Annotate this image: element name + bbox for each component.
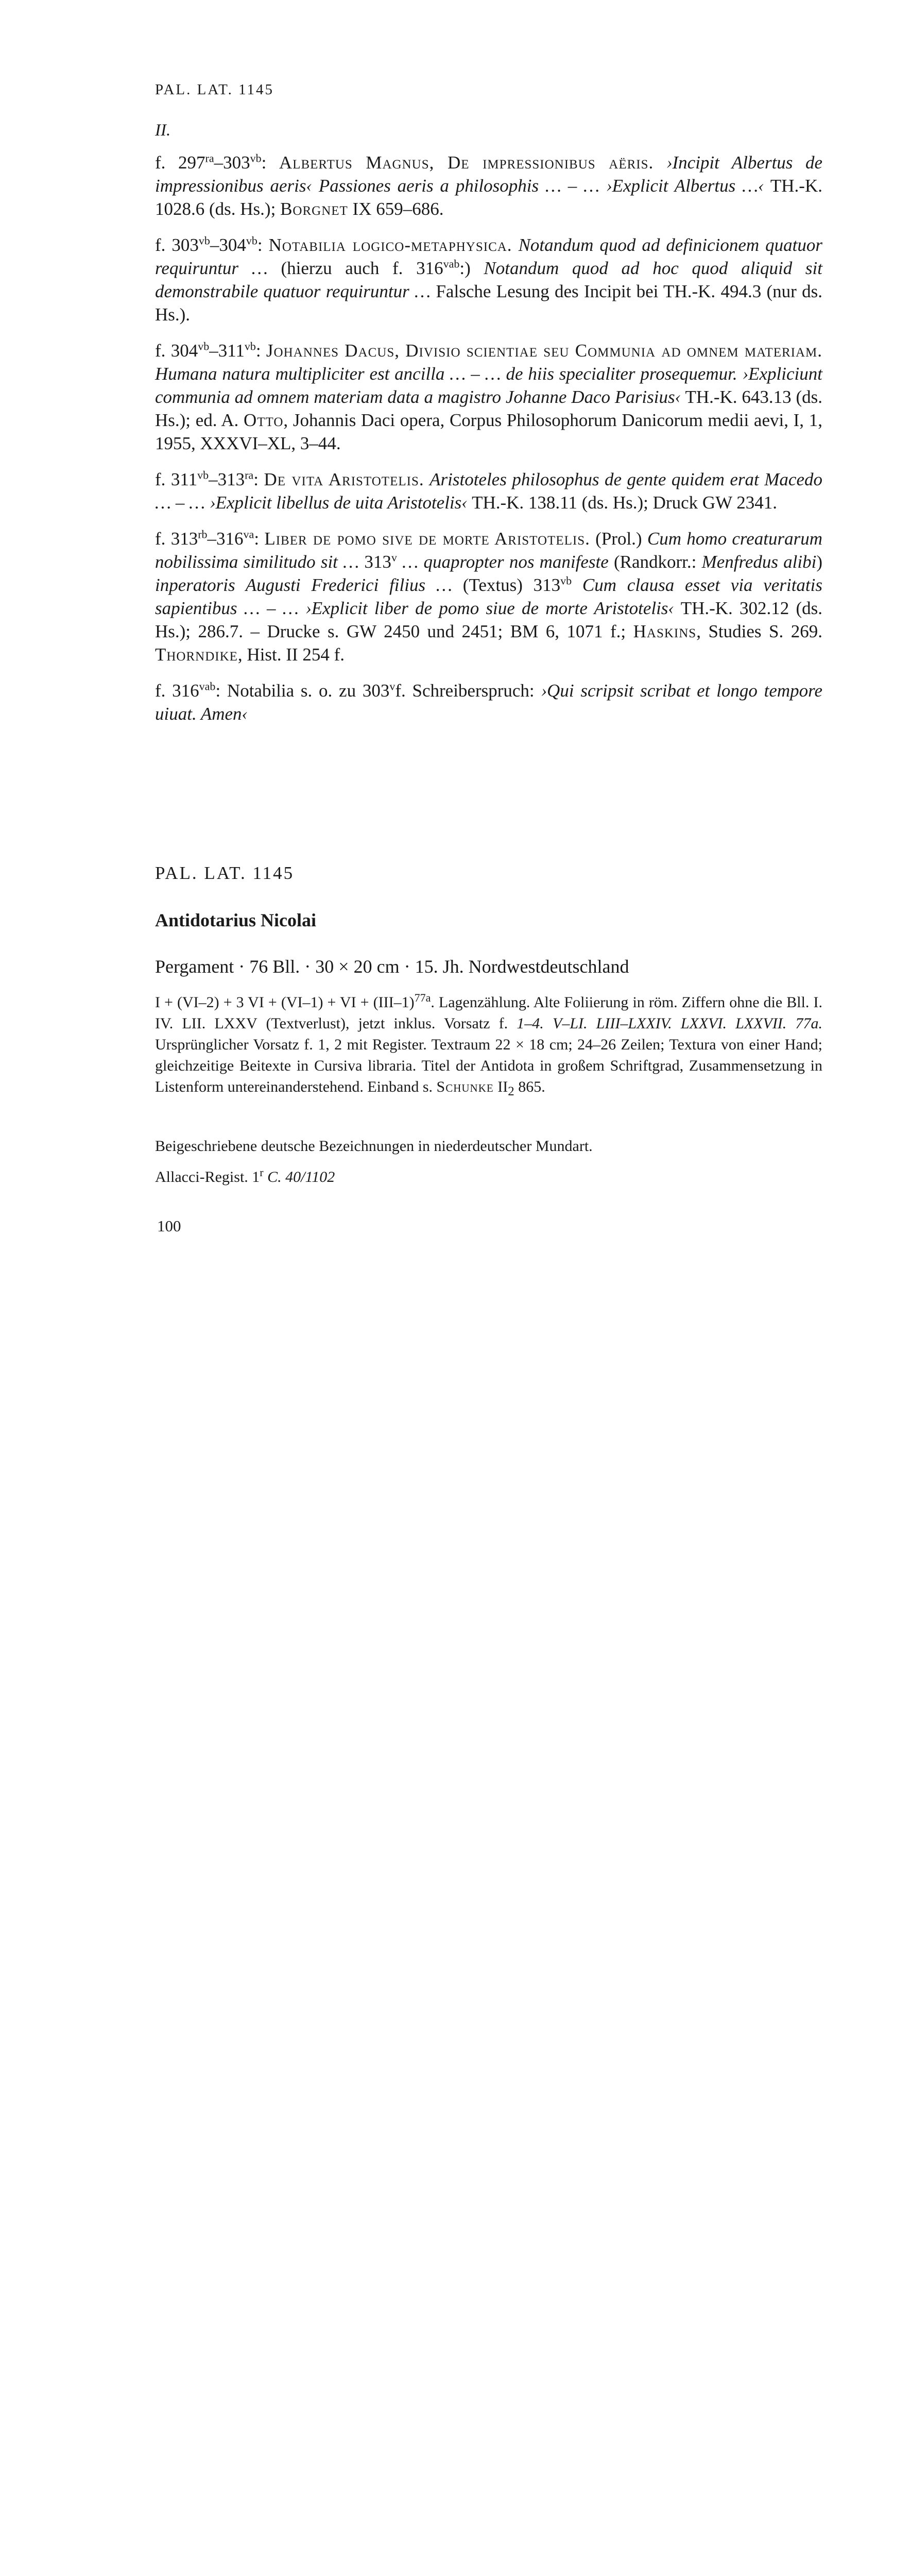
text-run: (Randkorr.:	[608, 552, 702, 572]
text-run: f. Schreiberspruch:	[395, 681, 541, 701]
small-caps-text: Johannes Dacus, Divisio scientiae seu Communia ad omnem materiam.	[266, 341, 822, 361]
folio-superscript: 77a	[414, 991, 431, 1004]
text-run: I + (VI–2) + 3 VI + (VI–1) + VI + (III–1)	[155, 994, 415, 1011]
text-run: . Lagenzählung. Alte Foliierung in röm. Ziffern ohne die Bll. I. IV. LII. LXXV (Textverlust), jetzt inklus. Vorsatz f.	[155, 994, 822, 1032]
text-run	[397, 552, 402, 572]
text-run: , Studies S. 269.	[696, 621, 822, 641]
text-run: f. 311	[155, 469, 198, 489]
italic-text: Menfredus alibi	[701, 552, 817, 572]
italic-text: … quapropter nos manifeste	[402, 552, 609, 572]
catalog-entry	[155, 151, 822, 221]
text-run: f. 316	[155, 681, 199, 701]
text-run	[424, 469, 430, 489]
text-run: Ursprünglicher Vorsatz f. 1, 2 mit Register. Textraum 22 × 18 cm; 24–26 Zeilen; Textura von einer Hand; gleichzeitige Beitexte in Cursiva libraria. Titel der Antidota in großem Schriftgrad, Zusammensetzung in Listenform untereinanderstehend. Einband s.	[155, 1036, 822, 1095]
text-run	[512, 235, 519, 255]
dialect-note: Beigeschriebene deutsche Bezeichnungen in niederdeutscher Mundart.	[155, 1138, 593, 1155]
text-run: –316	[207, 529, 244, 549]
text-run: f. 303	[155, 235, 199, 255]
text-run: –311	[209, 341, 245, 361]
italic-text: Cum homo creaturarum nobilissima similitudo sit …	[155, 529, 823, 572]
small-caps-text: Haskins	[633, 621, 697, 641]
catalog-entry	[155, 233, 822, 326]
italic-text: ›Incipit Albertus de impressionibus aeris‹ Passiones aeris a philosophis … – … ›Explicit Albertus …‹	[155, 152, 823, 196]
italic-text: Notandum quod ad hoc quod aliquid sit demonstrabile quatuor requiruntur …	[155, 258, 822, 301]
text-run: f. 297	[155, 152, 205, 173]
catalog-entry	[155, 679, 822, 725]
manuscript-title: Antidotarius Nicolai	[155, 910, 317, 930]
text-run: :	[261, 152, 279, 173]
text-run: Falsche Lesung des Incipit bei TH.-K. 494.3 (nur ds. Hs.).	[155, 281, 822, 325]
folio-superscript: vb	[244, 340, 256, 353]
folio-superscript: vb	[197, 468, 209, 482]
text-run: TH.-K. 643.13 (ds. Hs.); ed. A.	[155, 387, 823, 430]
text-run: : Notabilia s. o. zu 303	[215, 681, 390, 701]
text-run: :	[253, 469, 264, 489]
folio-superscript: vb	[250, 151, 262, 165]
text-run: (Prol.)	[590, 529, 647, 549]
text-run: :	[257, 235, 269, 255]
folio-superscript: vb	[246, 234, 257, 247]
text-run: :	[255, 341, 266, 361]
small-caps-text: Albertus Magnus, De impressionibus aëris.	[279, 152, 654, 173]
codicological-description	[155, 992, 822, 1102]
text-run	[572, 575, 582, 595]
folio-superscript: vab	[443, 257, 460, 270]
section-number: II.	[155, 121, 171, 140]
folio-superscript: r	[260, 1166, 264, 1179]
text-run: (Textus) 313	[452, 575, 561, 595]
small-caps-text: Liber de pomo sive de morte Aristotelis.	[264, 529, 590, 549]
page-number: 100	[157, 1217, 181, 1235]
italic-text: Humana natura multipliciter est ancilla … – … de hiis specialiter prosequemur. ›Expliciunt communia ad omnem materiam data a magistro Johanne Daco Parisius‹	[155, 364, 822, 407]
italic-text: Aristoteles philosophus de gente quidem erat Macedo … – … ›Explicit libellus de uita Aristotelis‹	[155, 469, 822, 513]
italic-text: C. 40/1102	[267, 1168, 335, 1185]
text-run: f. 313	[155, 529, 198, 549]
small-caps-text: Notabilia logico-metaphysica.	[268, 235, 512, 255]
text-run: (hierzu auch f. 316	[267, 258, 443, 278]
italic-text: 1–4. V–LI. LIII–LXXIV. LXXVI. LXXVII. 77a.	[517, 1015, 822, 1032]
italic-text: ›Qui scripsit scribat et longo tempore uiuat. Amen‹	[155, 681, 823, 724]
text-run: f. 304	[155, 341, 198, 361]
folio-superscript: vb	[198, 340, 210, 353]
folio-superscript: vb	[198, 234, 210, 247]
text-run: , Hist. II 254 f.	[237, 645, 345, 665]
folio-superscript: v	[389, 680, 396, 693]
folio-superscript: va	[243, 528, 254, 541]
small-caps-text: Thorndike	[155, 645, 238, 665]
text-run: TH.-K. 1028.6 (ds. Hs.);	[155, 176, 822, 219]
folio-superscript: vb	[560, 574, 572, 587]
shelfmark-heading: PAL. LAT. 1145	[155, 863, 295, 883]
text-run	[264, 1168, 268, 1185]
catalog-entry	[155, 527, 822, 666]
running-head: PAL. LAT. 1145	[155, 81, 274, 98]
physical-description: Pergament · 76 Bll. · 30 × 20 cm · 15. Jh. Nordwestdeutschland	[155, 956, 629, 977]
text-run: II	[493, 1078, 508, 1095]
folio-superscript: vab	[199, 680, 216, 693]
italic-text: Cum clausa esset via veritatis sapientibus … – … ›Explicit liber de pomo siue de morte Aristotelis‹	[155, 575, 822, 618]
allacci-register	[155, 1168, 335, 1186]
text-run: TH.-K. 138.11 (ds. Hs.); Druck GW 2341.	[467, 493, 778, 513]
small-caps-text: Borgnet	[280, 199, 348, 219]
text-run: –313	[209, 469, 245, 489]
text-run: , Johannis Daci opera, Corpus Philosophorum Danicorum medii aevi, I, 1, 1955, XXXVI–XL, 3–44.	[155, 410, 822, 453]
folio-superscript: rb	[198, 528, 208, 541]
entry-list	[155, 151, 822, 738]
small-caps-text: Schunke	[436, 1078, 494, 1095]
text-run: )	[816, 552, 822, 572]
text-run: TH.-K. 302.12 (ds. Hs.); 286.7. – Drucke s. GW 2450 und 2451; BM 6, 1071 f.;	[155, 598, 823, 641]
folio-superscript: v	[391, 551, 397, 564]
text-run: :	[254, 529, 265, 549]
text-run: Allacci-Regist. 1	[155, 1168, 260, 1185]
text-run: 313	[359, 552, 391, 572]
catalog-entry	[155, 339, 822, 455]
small-caps-text: De vita Aristotelis.	[264, 469, 424, 489]
small-caps-text: Otto	[243, 410, 284, 430]
italic-text: Notandum quod ad definicionem quatuor requiruntur …	[155, 235, 823, 278]
folio-superscript: ra	[205, 151, 214, 165]
text-run: :)	[459, 258, 484, 278]
folio-superscript: ra	[245, 468, 254, 482]
catalog-entry	[155, 468, 822, 514]
text-run: IX 659–686.	[348, 199, 444, 219]
text-run: 865.	[514, 1078, 545, 1095]
text-run	[654, 152, 666, 173]
text-run: –304	[210, 235, 246, 255]
digitization-footer	[0, 1401, 911, 1468]
text-run: –303	[214, 152, 250, 173]
italic-text: inperatoris Augusti Frederici filius …	[155, 575, 452, 595]
subscript: 2	[508, 1084, 514, 1098]
